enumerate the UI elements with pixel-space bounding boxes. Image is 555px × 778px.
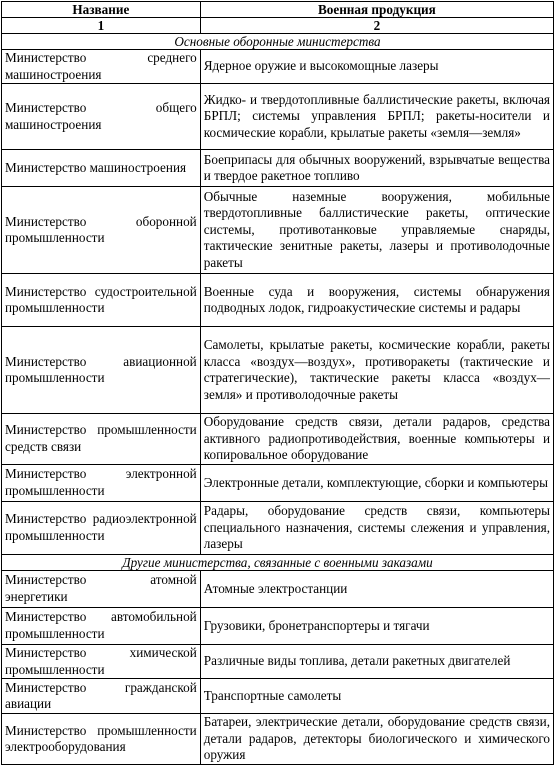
- military-products: Грузовики, бронетранспортеры и тягачи: [200, 607, 553, 644]
- military-products: Оборудование средств связи, детали радаров, средства активного радиопротиводействия, военные компьютеры и копировальное оборудование: [200, 414, 553, 465]
- table-row: [2, 501, 554, 554]
- table-body: [2, 34, 554, 765]
- table-row: [2, 274, 554, 327]
- table-row: [2, 414, 554, 465]
- military-products: Жидко- и твердотопливные баллистические ракеты, включая БРПЛ; системы управления БРПЛ; ракеты-носители и космические корабли, крылатые ракеты «земля—земля»: [200, 84, 553, 150]
- military-products: Боеприпасы для обычных вооружений, взрывчатые вещества и твердое ракетное топливо: [200, 150, 553, 187]
- ministry-name: Министерство авиационной промышленности: [2, 327, 201, 414]
- section-row: [2, 34, 554, 50]
- header-name: Название: [2, 2, 201, 18]
- military-products: Электронные детали, комплектующие, сборки и компьютеры: [200, 464, 553, 501]
- table-row: [2, 644, 554, 678]
- header-products: Военная продукция: [200, 2, 553, 18]
- ministry-name: Министерство промышленности электрооборудования: [2, 714, 201, 765]
- military-products: Атомные электростанции: [200, 570, 553, 607]
- ministry-name: Министерство электронной промышленности: [2, 464, 201, 501]
- military-products: Обычные наземные вооружения, мобильные твердотопливные баллистические ракеты, оптические системы, противотанковые управляемые снаряды, тактические зенитные ракеты, лазеры и противолодочные ракеты: [200, 187, 553, 274]
- table-row: [2, 84, 554, 150]
- ministry-name: Министерство радиоэлектронной промышленности: [2, 501, 201, 554]
- table-row: [2, 607, 554, 644]
- column-number-row: [2, 18, 554, 34]
- ministry-name: Министерство машиностроения: [2, 150, 201, 187]
- ministry-name: Министерство атомной энергетики: [2, 570, 201, 607]
- ministries-table: [1, 1, 554, 765]
- table-row: [2, 50, 554, 84]
- table-row: [2, 570, 554, 607]
- table-row: [2, 679, 554, 714]
- header-row: [2, 2, 554, 18]
- ministry-name: Министерство среднего машиностроения: [2, 50, 201, 84]
- ministry-name: Министерство судостроительной промышленности: [2, 274, 201, 327]
- military-products: Самолеты, крылатые ракеты, космические корабли, ракеты класса «воздух—воздух», противоракеты (тактические и стратегические), тактические ракеты класса «воздух—земля» и противолодочные ракеты: [200, 327, 553, 414]
- table-row: [2, 327, 554, 414]
- military-products: Батареи, электрические детали, оборудование средств связи, детали радаров, детекторы биологического и химического оружия: [200, 714, 553, 765]
- ministry-name: Министерство автомобильной промышленности: [2, 607, 201, 644]
- military-products: Различные виды топлива, детали ракетных двигателей: [200, 644, 553, 678]
- section-title: Другие министерства, связанные с военными заказами: [2, 554, 554, 570]
- ministry-name: Министерство промышленности средств связи: [2, 414, 201, 465]
- table-row: [2, 714, 554, 765]
- column-number-2: 2: [200, 18, 553, 34]
- table-row: [2, 187, 554, 274]
- military-products: Транспортные самолеты: [200, 679, 553, 714]
- ministry-name: Министерство оборонной промышленности: [2, 187, 201, 274]
- table-row: [2, 464, 554, 501]
- ministry-name: Министерство общего машиностроения: [2, 84, 201, 150]
- military-products: Военные суда и вооружения, системы обнаружения подводных лодок, гидроакустические системы и радары: [200, 274, 553, 327]
- section-title: Основные оборонные министерства: [2, 34, 554, 50]
- ministry-name: Министерство химической промышленности: [2, 644, 201, 678]
- military-products: Радары, оборудование средств связи, компьютеры специального назначения, системы слежения и управления, лазеры: [200, 501, 553, 554]
- column-number-1: 1: [2, 18, 201, 34]
- section-row: [2, 554, 554, 570]
- table-row: [2, 150, 554, 187]
- ministry-name: Министерство гражданской авиации: [2, 679, 201, 714]
- military-products: Ядерное оружие и высокомощные лазеры: [200, 50, 553, 84]
